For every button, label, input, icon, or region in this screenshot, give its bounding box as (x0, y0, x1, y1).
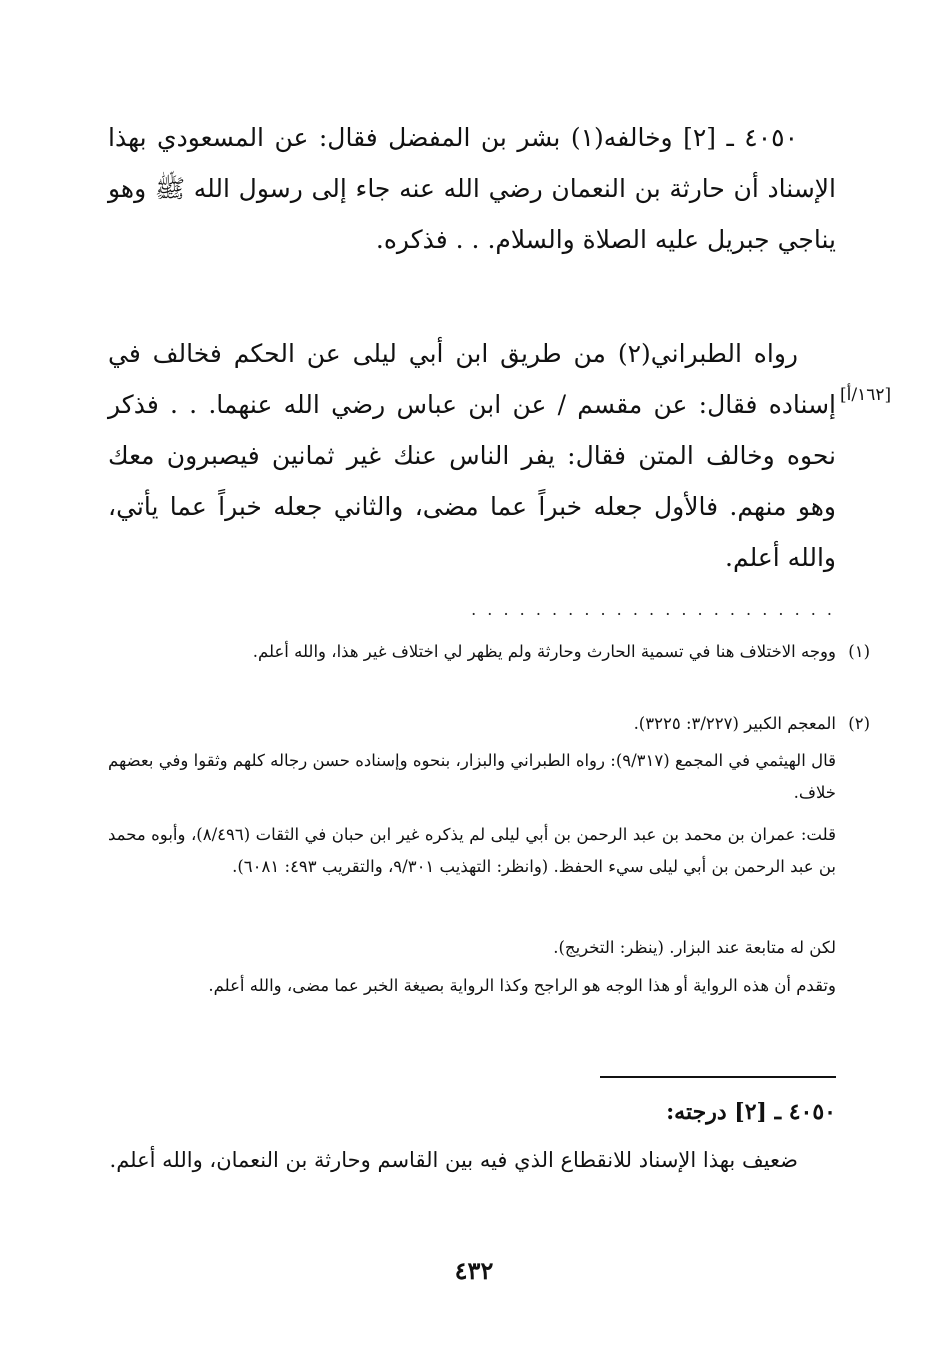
hadith-paragraph-1: ٤٠٥٠ ـ [٢] وخالفه(١) بشر بن المفضل فقال: عن المسعودي بهذا الإسناد أن حارثة بن النعمان رضي الله عنه جاء إلى رسول الله ﷺ وهو يناجي جبريل عليه الصلاة والسلام. . . فذكره. (108, 123, 836, 254)
footnote-2-text: المعجم الكبير (٣/٢٢٧: ٣٢٢٥). (633, 714, 836, 733)
footnote-1-text: ووجه الاختلاف هنا في تسمية الحارث وحارثة ولم يظهر لي اختلاف غير هذا، والله أعلم. (252, 642, 836, 661)
grade-heading: ٤٠٥٠ ـ [٢] درجته: (666, 1099, 836, 1125)
footnote-1 (108, 636, 870, 668)
footnote-separator: . . . . . . . . . . . . . . . . . . . . . . . (471, 600, 835, 619)
footnote-2-qult: قلت: عمران بن محمد بن عبد الرحمن بن أبي ليلى لم يذكره غير ابن حبان في الثقات (٨/٤٩٦)، وأبوه محمد بن عبد الرحمن بن أبي ليلى سيء الحفظ. (وانظر: التهذيب ٩/٣٠١، والتقريب ٤٩٣: ٦٠٨١). (108, 825, 836, 876)
footnote-2 (108, 708, 870, 740)
footnote-2-number: (٢) (848, 714, 870, 733)
manuscript-folio-marker: [١٦٢/أ] (840, 385, 892, 405)
footnote-1-number: (١) (848, 642, 870, 661)
hadith-paragraph-2: رواه الطبراني(٢) من طريق ابن أبي ليلى عن الحكم فخالف في إسناده فقال: عن مقسم / عن ابن عباس رضي الله عنهما. . . فذكر نحوه وخالف المتن فقال: يفر الناس عنك غير ثمانين فيصبرون معك وهو منهم. فالأول جعله خبراً عما مضى، والثاني جعله خبراً عما يأتي، والله أعلم. (108, 339, 836, 572)
footnote-2-taqaddam: وتقدم أن هذه الرواية أو هذا الوجه هو الراجح وكذا الرواية بصيغة الخبر عما مضى، والله أعلم. (208, 976, 836, 995)
footnote-2-lakin: لكن له متابعة عند البزار. (ينظر: التخريج). (553, 938, 836, 957)
footnote-2-haythami: قال الهيثمي في المجمع (٩/٣١٧): رواه الطبراني والبزار، بنحوه وإسناده حسن رجاله كلهم وثقوا وفي بعضهم خلاف. (108, 751, 836, 802)
page-number: ٤٣٢ (454, 1256, 494, 1285)
grade-text: ضعيف بهذا الإسناد للانقطاع الذي فيه بين القاسم وحارثة بن النعمان، والله أعلم. (109, 1148, 798, 1172)
section-divider (600, 1076, 836, 1078)
